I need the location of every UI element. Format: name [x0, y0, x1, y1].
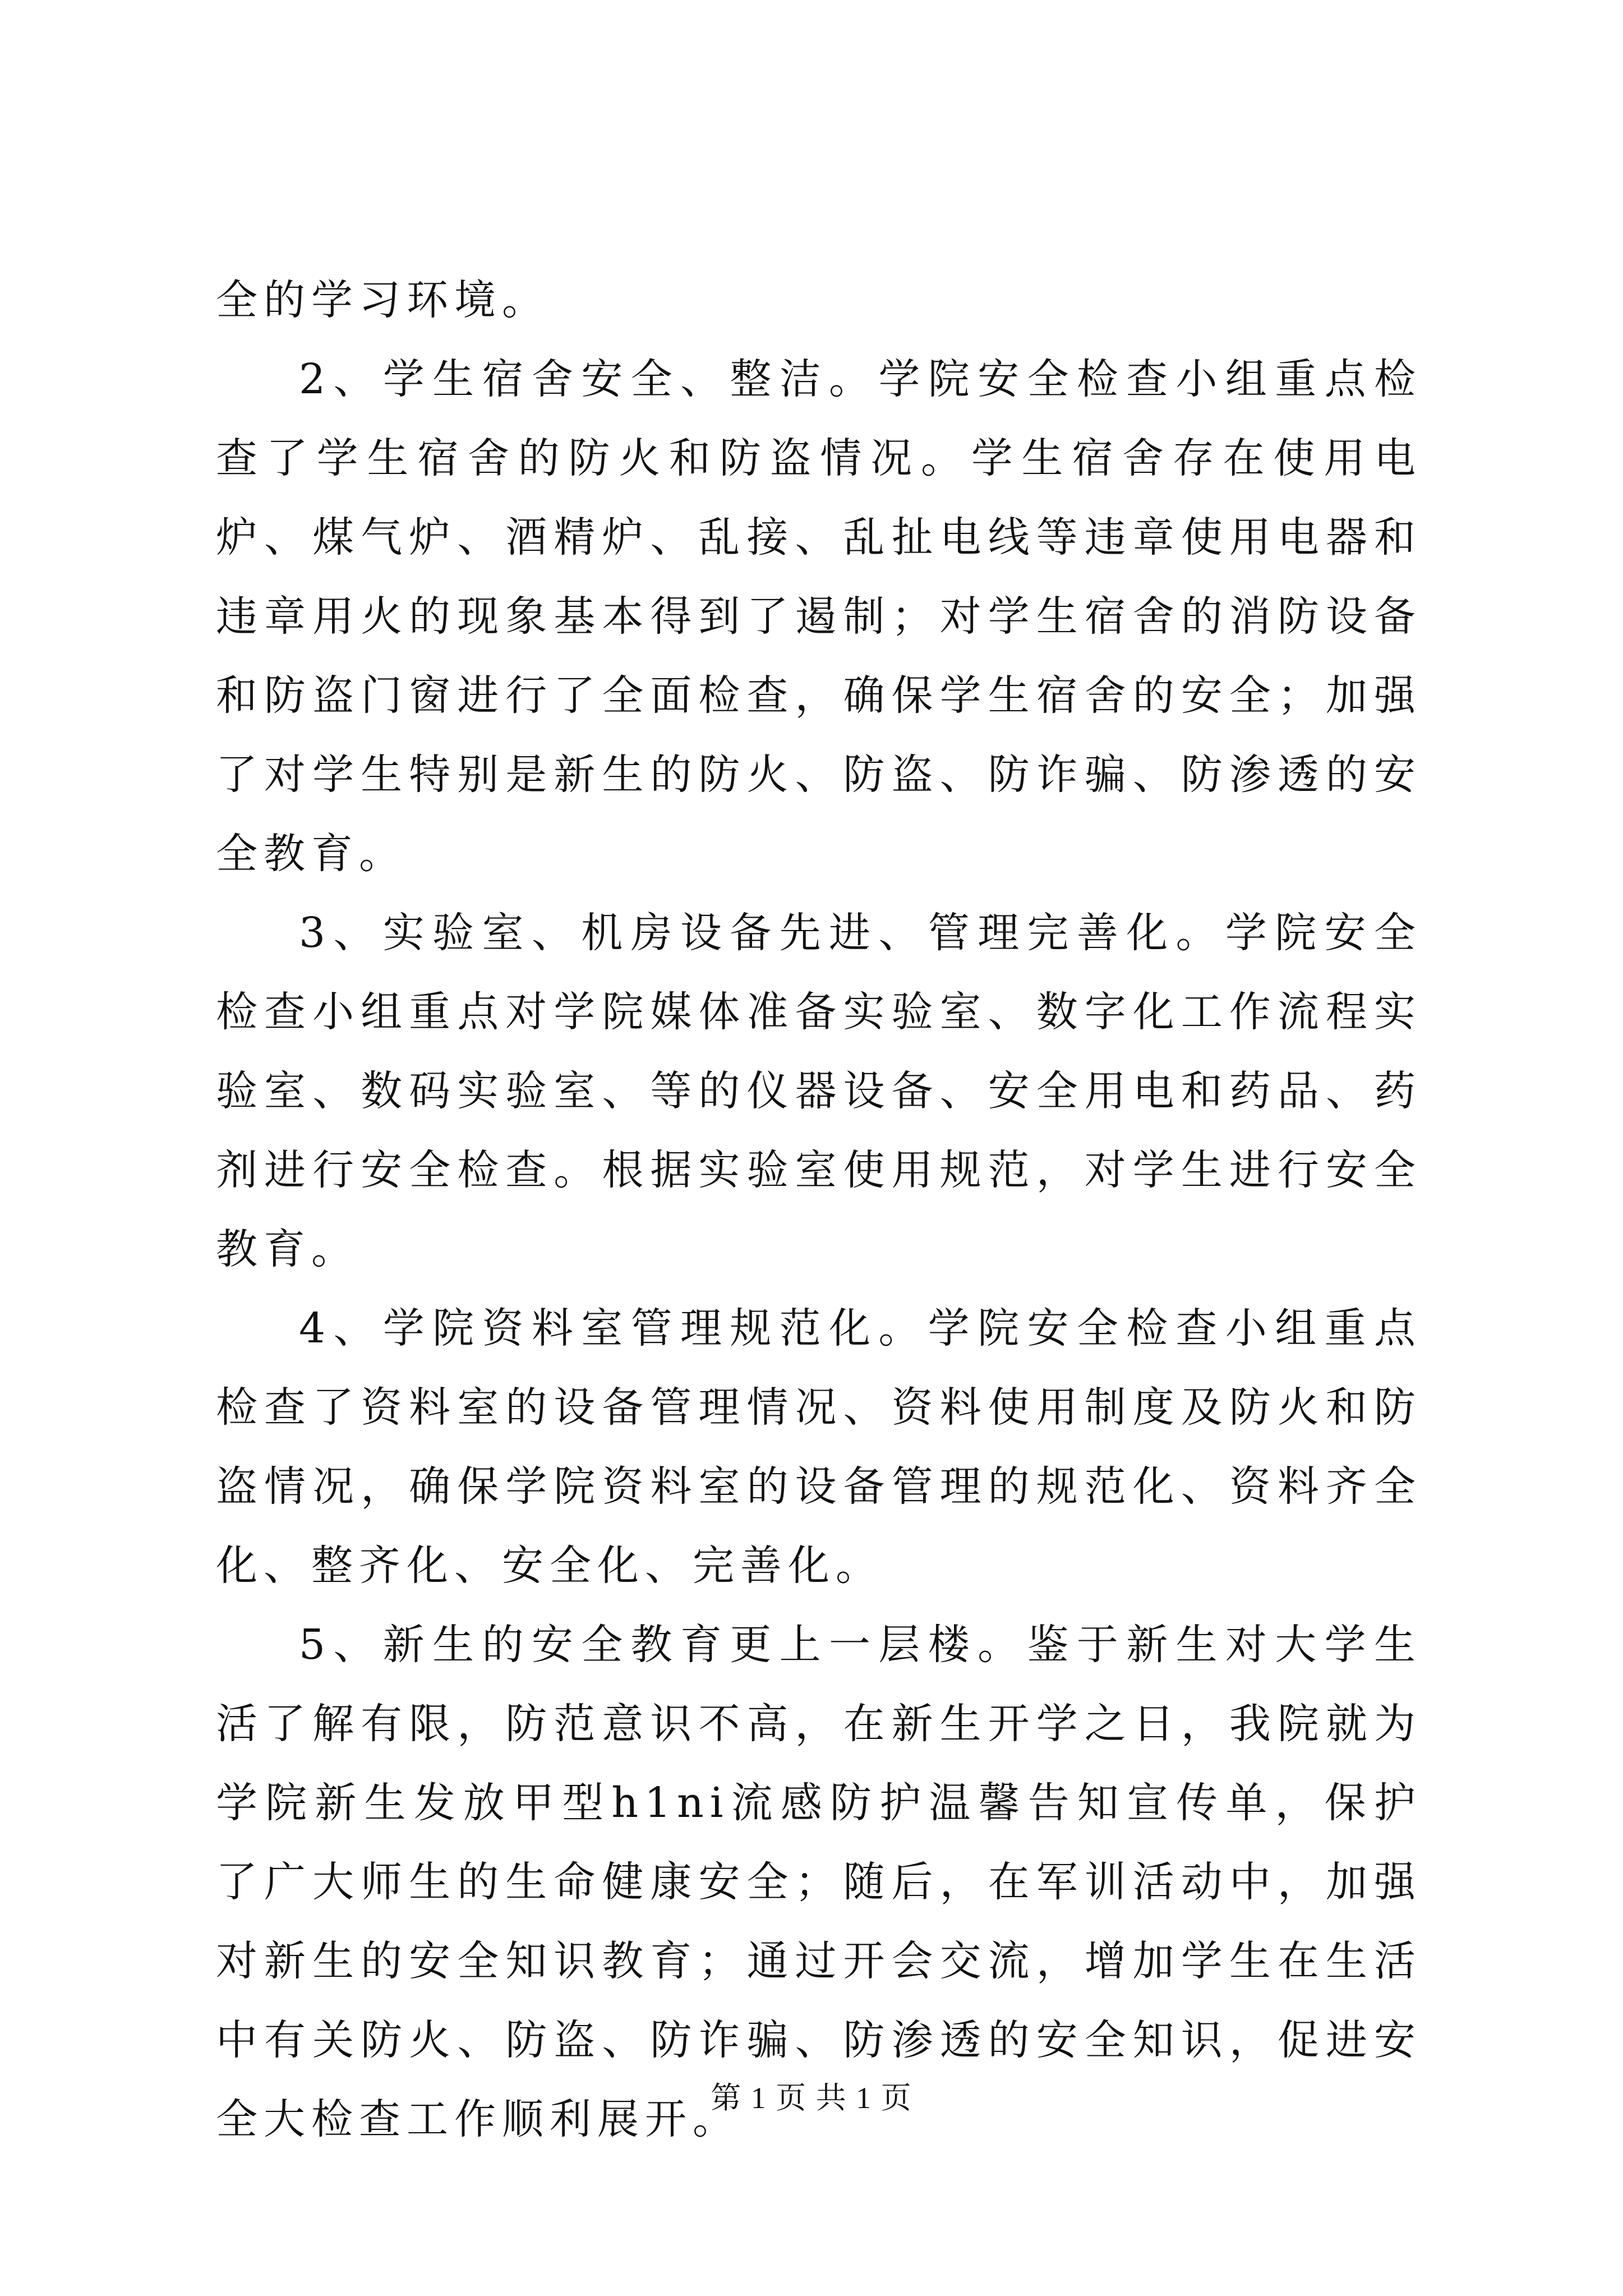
paragraph-continuation: 全的学习环境。	[216, 276, 550, 324]
paragraph-item-2-dormitory: 2、学生宿舍安全、整洁。学院安全检查小组重点检查了学生宿舍的防火和防盗情况。学生宿舍存在使用电炉、煤气炉、酒精炉、乱接、乱扯电线等违章使用电器和违章用火的现象基本得到了遏制；对学生宿舍的消防设备和防盗门窗进行了全面检查，确保学生宿舍的安全；加强了对学生特别是新生的防火、防盗、防诈骗、防渗透的安全教育。	[216, 355, 1422, 878]
paragraph-item-5-freshman-education: 5、新生的安全教育更上一层楼。鉴于新生对大学生活了解有限，防范意识不高，在新生开学之日，我院就为学院新生发放甲型h1ni流感防护温馨告知宣传单，保护了广大师生的生命健康安全；随后，在军训活动中，加强对新生的安全知识教育；通过开会交流，增加学生在生活中有关防火、防盗、防诈骗、防渗透的安全知识，促进安全大检查工作顺利展开。	[216, 1621, 1422, 2143]
document-body	[216, 261, 1422, 2159]
page-footer: 第 1 页 共 1 页	[711, 2081, 912, 2115]
paragraph-item-4-archive-room: 4、学院资料室管理规范化。学院安全检查小组重点检查了资料室的设备管理情况、资料使用制度及防火和防盗情况，确保学院资料室的设备管理的规范化、资料齐全化、整齐化、安全化、完善化。	[216, 1304, 1422, 1590]
paragraph-item-3-laboratory: 3、实验室、机房设备先进、管理完善化。学院安全检查小组重点对学院媒体准备实验室、数字化工作流程实验室、数码实验室、等的仪器设备、安全用电和药品、药剂进行安全检查。根据实验室使用规范，对学生进行安全教育。	[216, 909, 1422, 1273]
